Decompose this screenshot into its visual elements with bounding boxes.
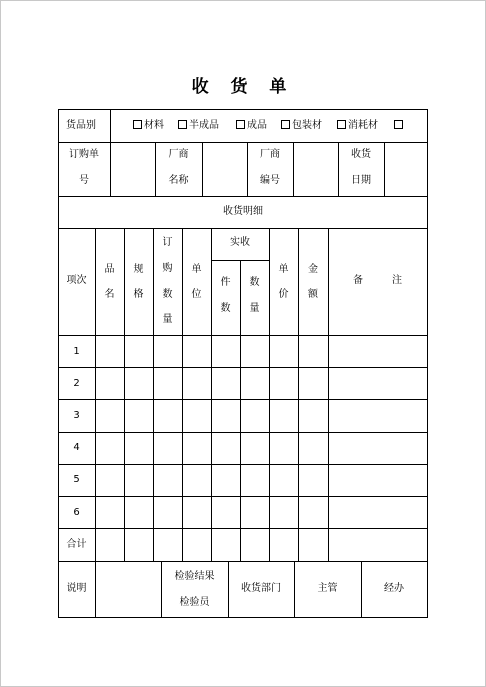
grid-line (58, 432, 428, 433)
col-quantity: 量 (249, 303, 260, 314)
col-quantity: 数 (249, 277, 260, 288)
detail-title: 收货明细 (223, 206, 263, 217)
col-actual: 实收 (230, 237, 250, 248)
col-order-qty: 购 (162, 263, 173, 274)
col-spec: 格 (133, 289, 144, 300)
col-name: 名 (104, 289, 115, 300)
order-no-label: 订购单 (69, 149, 99, 160)
col-unit: 单 (191, 264, 202, 275)
grid-line (58, 399, 428, 400)
vendor-name-label: 名称 (168, 175, 189, 186)
receiving-dept-label: 收货部门 (241, 583, 281, 594)
checkbox-icon (236, 120, 245, 129)
col-item-no: 项次 (66, 275, 87, 286)
option-other[interactable] (394, 120, 405, 132)
grid-line (58, 228, 428, 229)
vendor-name-label: 厂商 (168, 149, 189, 160)
receive-date-label: 收货 (351, 149, 371, 160)
row-number: 4 (73, 442, 80, 453)
checkbox-icon (178, 120, 187, 129)
vendor-no-label: 编号 (260, 175, 280, 186)
order-no-label: 号 (79, 175, 89, 186)
col-order-qty: 订 (162, 237, 173, 248)
col-pieces: 件 (220, 277, 231, 288)
vendor-no-label: 厂商 (260, 149, 280, 160)
grid-line (384, 142, 385, 196)
option-finished[interactable]: 成品 (236, 120, 267, 132)
grid-line (110, 142, 111, 196)
col-order-qty: 数 (162, 289, 173, 300)
col-remark: 注 (392, 275, 402, 286)
row-number: 5 (73, 474, 80, 485)
grid-line (202, 142, 203, 196)
handler-label: 经办 (384, 583, 404, 594)
grid-line (58, 109, 428, 110)
total-label: 合计 (66, 539, 87, 550)
receive-date-label: 日期 (351, 175, 371, 186)
inspector-label: 检验员 (179, 597, 210, 608)
note-label: 说明 (66, 583, 87, 594)
grid-line (58, 464, 428, 465)
category-label: 货品别 (66, 120, 96, 131)
option-semi-finished[interactable]: 半成品 (178, 120, 219, 132)
col-unit-price: 价 (278, 289, 289, 300)
grid-line (58, 496, 428, 497)
grid-line (298, 228, 299, 561)
grid-line (58, 196, 428, 197)
grid-line (58, 561, 428, 562)
option-materials[interactable]: 材料 (133, 120, 164, 132)
grid-line (161, 561, 162, 618)
inspection-result-label: 检验结果 (174, 571, 215, 582)
option-consumables[interactable]: 消耗材 (337, 120, 378, 132)
col-order-qty: 量 (162, 314, 173, 325)
grid-line (124, 228, 125, 561)
row-number: 1 (73, 346, 80, 357)
col-unit-price: 单 (278, 264, 289, 275)
grid-line (95, 561, 96, 618)
col-unit: 位 (191, 289, 202, 300)
grid-line (58, 335, 428, 336)
document-title: 收 货 单 (191, 77, 295, 97)
checkbox-icon (394, 120, 403, 129)
row-number: 2 (73, 378, 80, 389)
col-spec: 规 (133, 264, 144, 275)
checkbox-icon (133, 120, 142, 129)
row-number: 3 (73, 410, 80, 421)
grid-line (328, 228, 329, 561)
grid-line (110, 109, 111, 142)
col-amount: 额 (308, 289, 318, 300)
checkbox-icon (281, 120, 290, 129)
col-remark: 备 (353, 275, 363, 286)
grid-line (58, 528, 428, 529)
grid-line (153, 228, 154, 561)
grid-line (293, 142, 294, 196)
col-name: 品 (104, 264, 115, 275)
col-pieces: 数 (220, 303, 231, 314)
grid-line (269, 228, 270, 561)
row-number: 6 (73, 507, 80, 518)
grid-line (58, 142, 428, 143)
grid-line (95, 228, 96, 561)
grid-line (182, 228, 183, 561)
option-packaging[interactable]: 包装材 (281, 120, 322, 132)
grid-line (58, 617, 428, 618)
grid-line (58, 367, 428, 368)
supervisor-label: 主管 (317, 583, 338, 594)
grid-line (427, 109, 428, 618)
checkbox-icon (337, 120, 346, 129)
col-amount: 金 (308, 264, 318, 275)
